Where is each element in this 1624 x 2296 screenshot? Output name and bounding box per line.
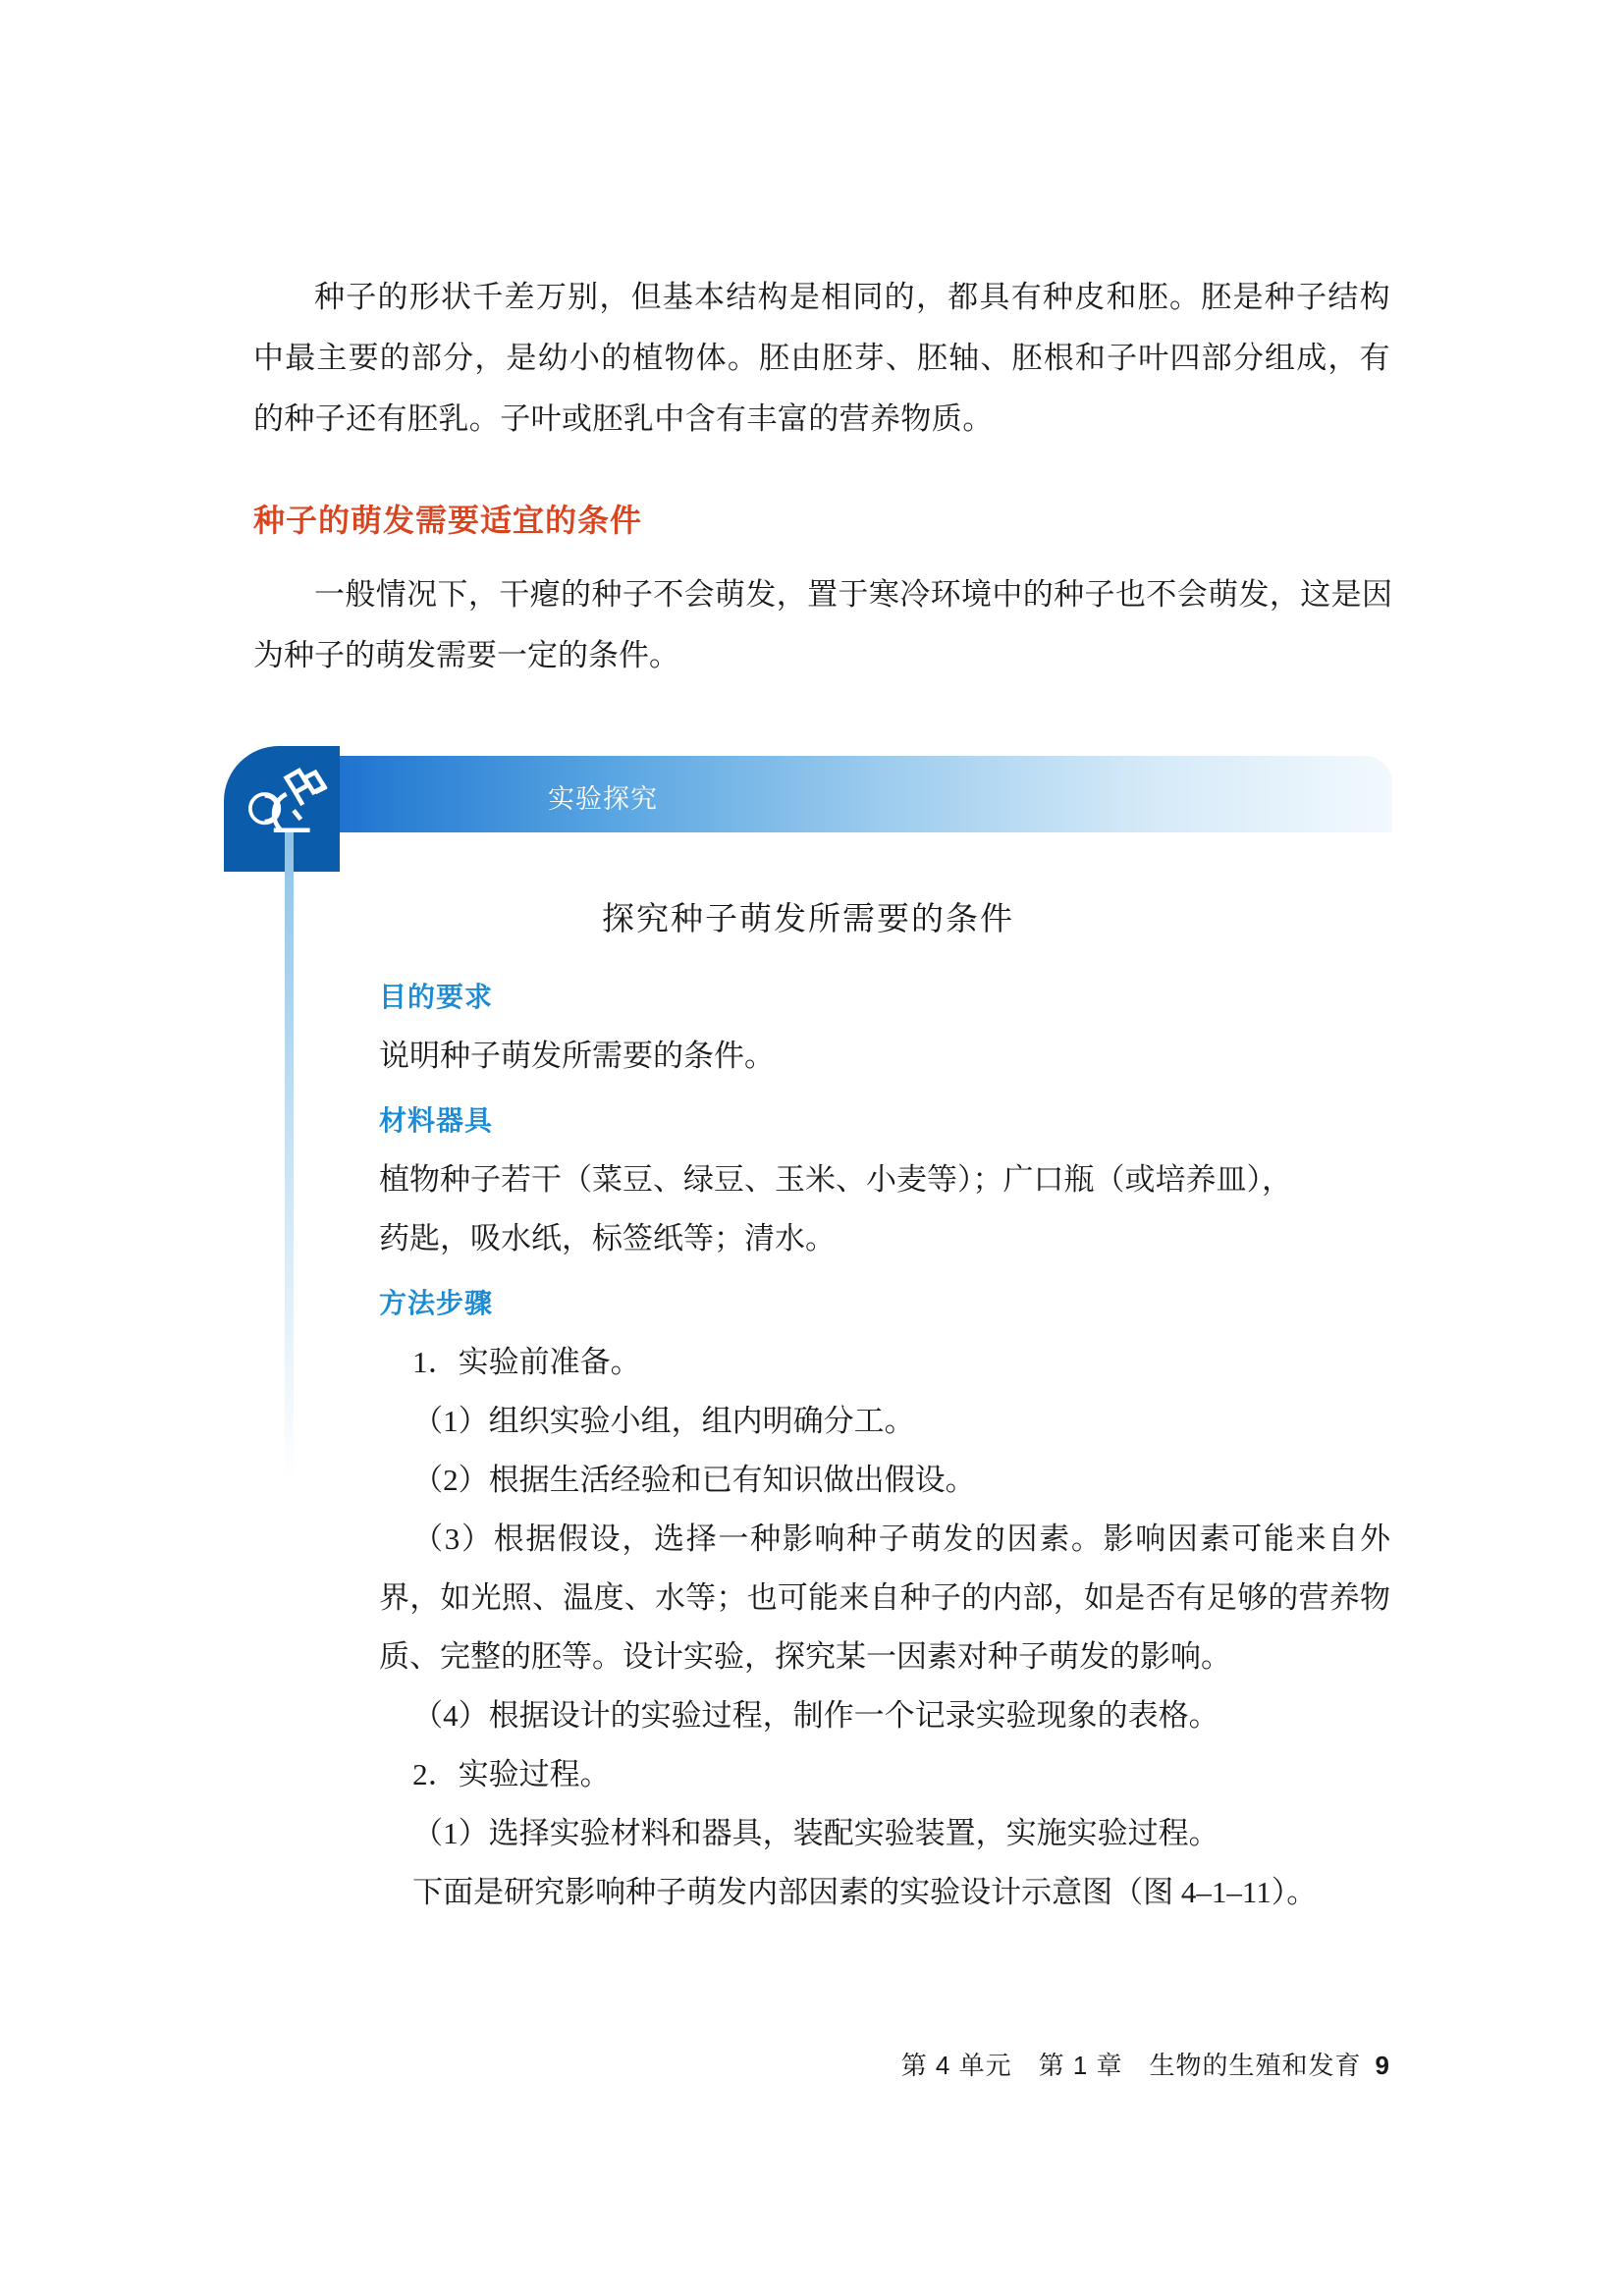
page-number: 9 <box>1375 2051 1390 2080</box>
section-heading: 种子的萌发需要适宜的条件 <box>253 503 643 538</box>
experiment-body <box>379 962 1390 1922</box>
materials-line-1: 植物种子若干（菜豆、绿豆、玉米、小麦等）；广口瓶（或培养皿）， <box>379 1162 1292 1197</box>
step-1-4: （4）根据设计的实验过程，制作一个记录实验现象的表格。 <box>412 1698 1219 1733</box>
experiment-title: 探究种子萌发所需要的条件 <box>602 902 1014 937</box>
intro-paragraph: 种子的形状千差万别，但基本结构是相同的，都具有种皮和胚。胚是种子结构中最主要的部分，是幼小的植物体。胚由胚芽、胚轴、胚根和子叶四部分组成，有的种子还有胚乳。子叶或胚乳中含有丰富的营养物质。 <box>253 280 1390 436</box>
step-1-3: （3）根据假设，选择一种影响种子萌发的因素。影响因素可能来自外界，如光照、温度、水等；也可能来自种子的内部，如是否有足够的营养物质、完整的胚等。设计实验，探究某一因素对种子萌发的影响。 <box>379 1522 1390 1674</box>
experiment-badge <box>224 746 340 872</box>
purpose-line: 说明种子萌发所需要的条件。 <box>379 1039 775 1073</box>
microscope-icon <box>238 760 328 850</box>
sub-heading-materials: 材料器具 <box>379 1105 494 1136</box>
figure-reference-line: 下面是研究影响种子萌发内部因素的实验设计示意图（图 4–1–11）。 <box>412 1875 1318 1909</box>
experiment-badge-label: 实验探究 <box>548 784 658 814</box>
step-1-2: （2）根据生活经验和已有知识做出假设。 <box>412 1463 976 1497</box>
page-footer <box>901 2046 1390 2082</box>
footer-text: 第 4 单元 第 1 章 生物的生殖和发育 <box>900 2051 1362 2080</box>
step-2-1: （1）选择实验材料和器具，装配实验装置，实施实验过程。 <box>412 1816 1219 1850</box>
experiment-header-bar <box>283 756 1392 832</box>
experiment-box <box>224 746 1392 1909</box>
step-1-1: （1）组织实验小组，组内明确分工。 <box>412 1404 915 1438</box>
materials-line-2: 药匙，吸水纸，标签纸等；清水。 <box>379 1221 836 1255</box>
sub-heading-steps: 方法步骤 <box>379 1288 494 1318</box>
step-1: 1．实验前准备。 <box>412 1345 641 1379</box>
sub-heading-purpose: 目的要求 <box>379 982 494 1012</box>
section-paragraph: 一般情况下，干瘪的种子不会萌发，置于寒冷环境中的种子也不会萌发，这是因为种子的萌发需要一定的条件。 <box>253 577 1392 672</box>
step-2: 2．实验过程。 <box>412 1757 611 1791</box>
